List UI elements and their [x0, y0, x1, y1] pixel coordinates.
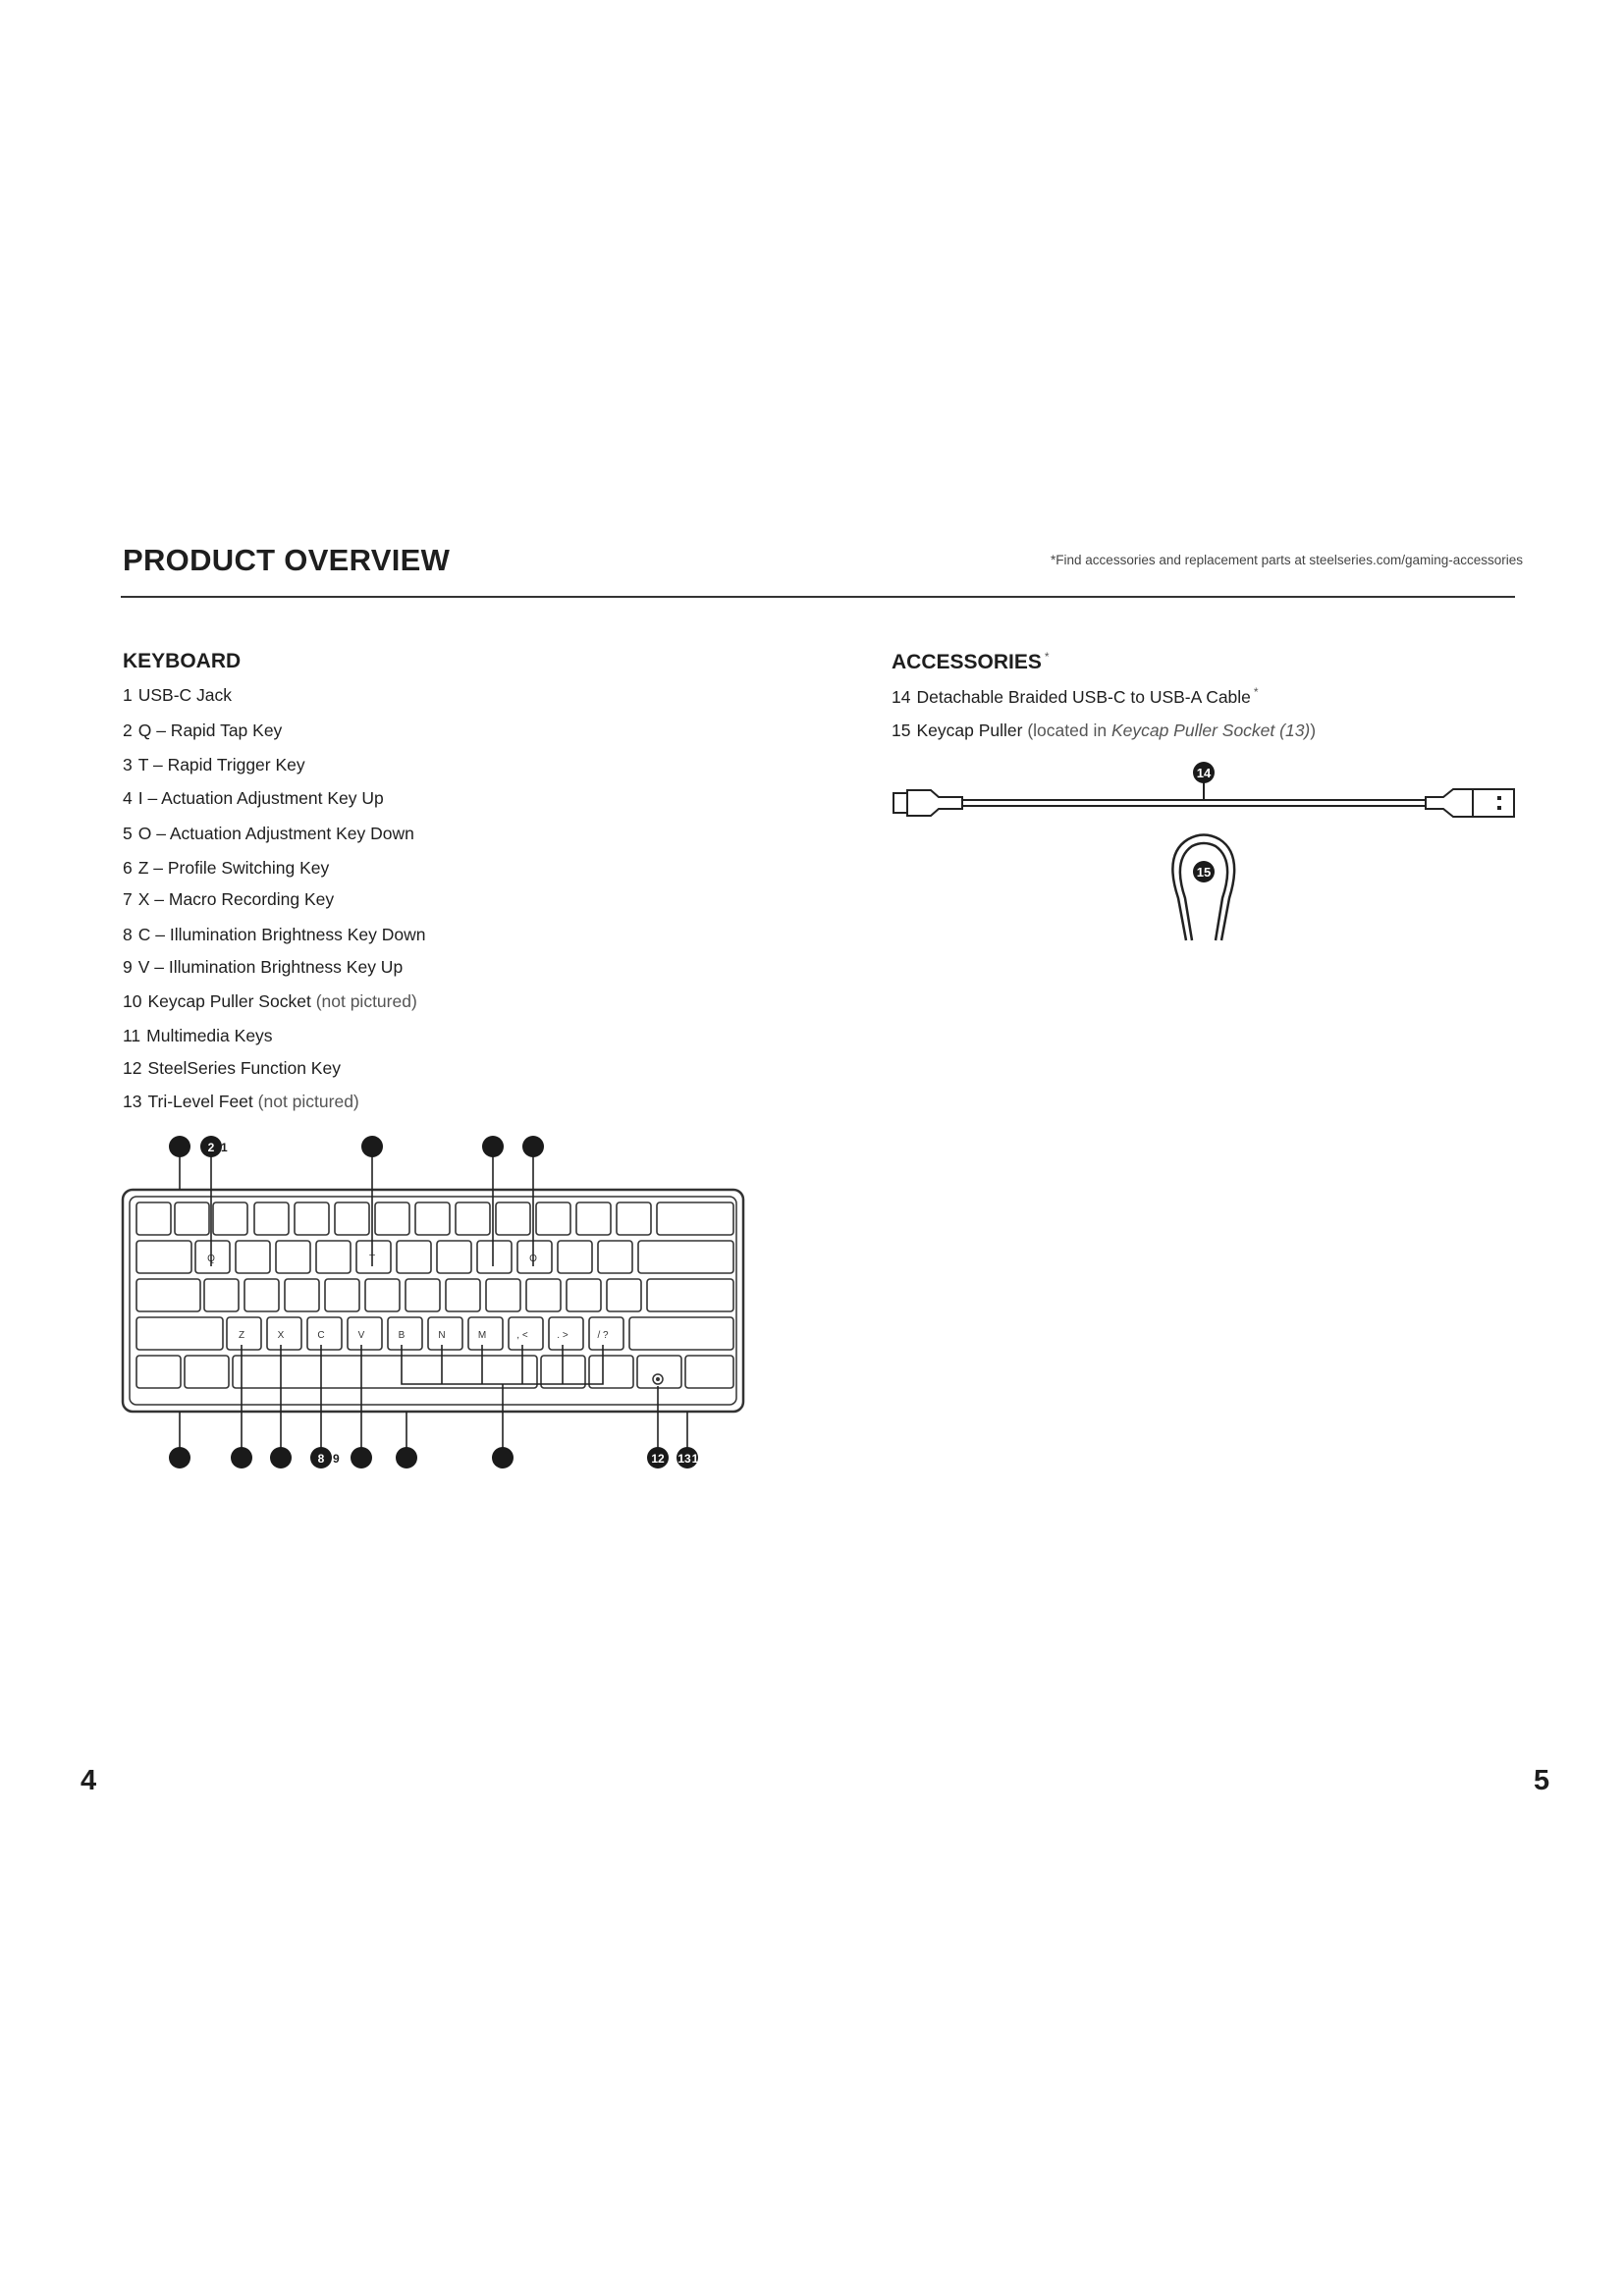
list-item: 7 X – Macro Recording Key: [123, 889, 335, 909]
keycap: [254, 1202, 289, 1235]
header-divider: [121, 596, 1515, 598]
svg-text:X: X: [277, 1330, 285, 1341]
list-item: 14 Detachable Braided USB-C to USB-A Cable *: [892, 685, 1259, 707]
keycap: [415, 1202, 450, 1235]
keycap: [204, 1279, 239, 1311]
list-item: 10 Keycap Puller Socket (not pictured): [123, 991, 417, 1011]
keycap: [456, 1202, 490, 1235]
keycap: [388, 1317, 422, 1350]
keycap: [397, 1241, 431, 1273]
svg-text:N: N: [438, 1330, 446, 1341]
keycap: [365, 1279, 400, 1311]
list-item: 1 USB-C Jack: [123, 685, 233, 705]
keycap: [486, 1279, 520, 1311]
keycap: [657, 1202, 733, 1235]
svg-text:1: 1: [221, 1141, 228, 1154]
svg-text:. >: . >: [557, 1330, 568, 1341]
keycap: [607, 1279, 641, 1311]
keycap: [136, 1241, 191, 1273]
keycap: [406, 1279, 440, 1311]
keycap: [316, 1241, 351, 1273]
page-number-left: 4: [81, 1765, 97, 1796]
cable-callout: [1193, 762, 1215, 800]
keycap: [437, 1241, 471, 1273]
svg-text:2: 2: [207, 1141, 215, 1154]
svg-text:Z: Z: [238, 1330, 245, 1341]
accessories-section-title: ACCESSORIES *: [892, 650, 1050, 673]
keycap: [325, 1279, 359, 1311]
accessories-illustration: [884, 756, 1532, 952]
svg-text:14: 14: [1196, 766, 1212, 780]
keycap: [136, 1317, 223, 1350]
keycap: [213, 1202, 247, 1235]
keycap: [267, 1317, 301, 1350]
keycap-puller-illustration: [1172, 835, 1234, 941]
accessories-footnote: *Find accessories and replacement parts at steelseries.com/gaming-accessories: [1051, 553, 1523, 567]
svg-text:I: I: [491, 1254, 495, 1264]
callout-9: [351, 1447, 372, 1468]
keycap: [233, 1356, 537, 1388]
list-item: 6 Z – Profile Switching Key: [123, 858, 330, 878]
keycap: [136, 1279, 200, 1311]
list-item: 2 Q – Rapid Tap Key: [123, 721, 283, 740]
keycap: [348, 1317, 382, 1350]
keycap: [295, 1202, 329, 1235]
callout-3: [361, 1136, 383, 1157]
callout-7: [270, 1447, 292, 1468]
keycap: [236, 1241, 270, 1273]
list-item: 3 T – Rapid Trigger Key: [123, 755, 305, 774]
keycap: [175, 1202, 209, 1235]
puller-callout: [1193, 861, 1215, 882]
svg-text:12: 12: [651, 1452, 665, 1466]
svg-text:V: V: [357, 1330, 365, 1341]
callout-5: [522, 1136, 544, 1157]
callout-11: [492, 1447, 514, 1468]
svg-text:9: 9: [333, 1452, 340, 1466]
keycap: [375, 1202, 409, 1235]
keycap: [276, 1241, 310, 1273]
page-number-right: 5: [1534, 1765, 1550, 1796]
list-item: 8 C – Illumination Brightness Key Down: [123, 925, 426, 944]
keycap: [638, 1241, 733, 1273]
keycap: [558, 1241, 592, 1273]
keycap: [496, 1202, 530, 1235]
svg-text:/ ?: / ?: [597, 1330, 609, 1341]
keycap: [136, 1356, 181, 1388]
svg-text:15: 15: [1196, 865, 1212, 880]
svg-text:8: 8: [317, 1452, 325, 1466]
svg-text:Q: Q: [207, 1254, 215, 1264]
list-item: 15 Keycap Puller (located in Keycap Puller Socket (13)): [892, 721, 1317, 740]
list-item: 12 SteelSeries Function Key: [123, 1058, 341, 1078]
svg-text:C: C: [317, 1330, 325, 1341]
keycap: [335, 1202, 369, 1235]
keycap: [576, 1202, 611, 1235]
list-item: 4 I – Actuation Adjustment Key Up: [123, 788, 384, 808]
keycap: [536, 1202, 570, 1235]
keycap: [567, 1279, 601, 1311]
keycap: [185, 1356, 229, 1388]
callout-1: [169, 1136, 190, 1157]
keycap: [446, 1279, 480, 1311]
keyboard-illustration: [108, 1129, 756, 1472]
list-item: 13 Tri-Level Feet (not pictured): [123, 1092, 359, 1111]
list-item: 9 V – Illumination Brightness Key Up: [123, 957, 404, 977]
callout-13: [396, 1447, 417, 1468]
keyboard-section-title: KEYBOARD: [123, 650, 242, 672]
list-item: 5 O – Actuation Adjustment Key Down: [123, 824, 414, 843]
svg-text:, <: , <: [516, 1330, 528, 1341]
top-callouts: [169, 1136, 544, 1157]
keycap: [589, 1356, 633, 1388]
list-item: 11 Multimedia Keys: [123, 1026, 273, 1045]
keycap: [285, 1279, 319, 1311]
keycap: [136, 1202, 171, 1235]
keycap: [244, 1279, 279, 1311]
keycap: [617, 1202, 651, 1235]
keycap: [598, 1241, 632, 1273]
svg-text:O: O: [529, 1254, 537, 1264]
keycap: [526, 1279, 561, 1311]
bottom-callouts: [169, 1447, 699, 1468]
svg-text:T: T: [368, 1254, 376, 1264]
keycap: [685, 1356, 733, 1388]
callout-4: [482, 1136, 504, 1157]
callout-10: [169, 1447, 190, 1468]
keycap: [647, 1279, 733, 1311]
svg-text:M: M: [477, 1330, 487, 1341]
keycap: [477, 1241, 512, 1273]
keycap: [629, 1317, 733, 1350]
page-title: PRODUCT OVERVIEW: [123, 543, 451, 577]
svg-text:13: 13: [677, 1452, 691, 1466]
svg-text:1: 1: [691, 1452, 699, 1466]
callout-6: [231, 1447, 252, 1468]
svg-text:B: B: [398, 1330, 406, 1341]
